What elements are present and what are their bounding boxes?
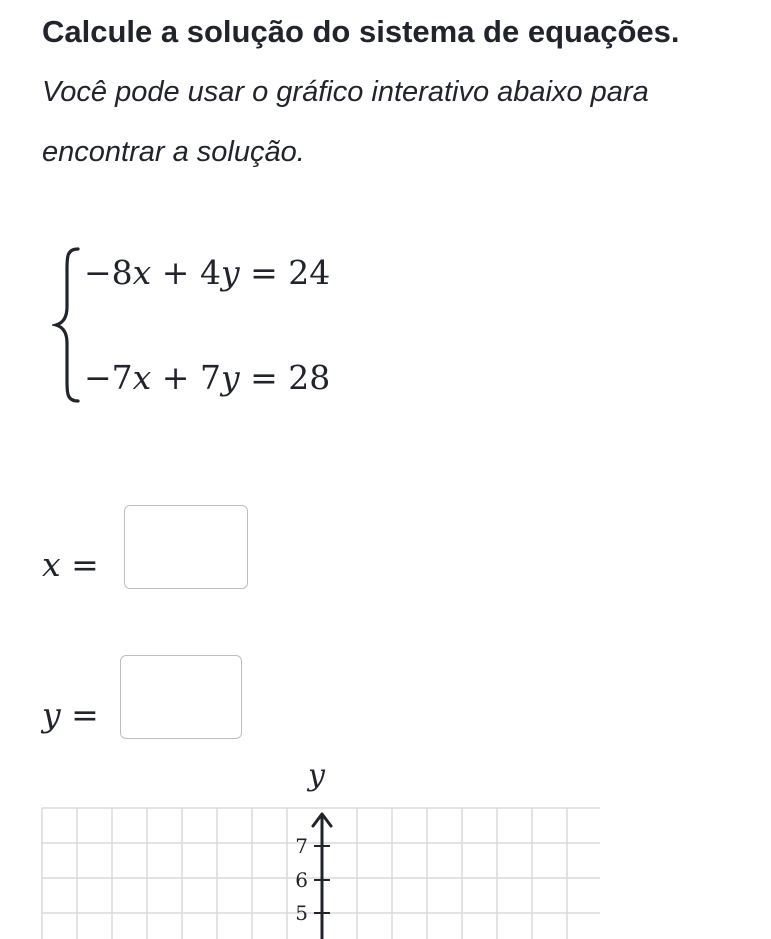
eq1-x-variable: x	[132, 253, 152, 292]
problem-instructions: Você pode usar o gráfico interativo abaixo para encontrar a solução.	[42, 76, 649, 168]
x-answer-label: x =	[42, 545, 99, 584]
y-tick-label: 5	[295, 901, 308, 925]
y-tick-label: 6	[295, 868, 308, 892]
y-axis-label: y	[308, 758, 325, 793]
eq2-y-coefficient: 7	[199, 358, 221, 397]
eq1-x-coefficient: −8	[84, 253, 133, 292]
left-brace-icon	[52, 245, 84, 405]
eq2-plus: +	[161, 358, 190, 397]
equation-2	[84, 358, 330, 398]
eq1-y-coefficient: 4	[199, 253, 221, 292]
eq1-y-variable: y	[220, 253, 240, 292]
eq2-x-coefficient: −7	[84, 358, 133, 397]
eq1-equals: =	[250, 253, 278, 292]
eq2-y-variable: y	[220, 358, 240, 397]
eq2-equals: =	[250, 358, 278, 397]
interactive-graph[interactable]	[0, 800, 771, 939]
y-tick-label: 7	[295, 834, 308, 858]
eq2-x-variable: x	[132, 358, 152, 397]
eq1-plus: +	[161, 253, 190, 292]
eq1-rhs: 24	[288, 253, 331, 292]
x-answer-input[interactable]	[124, 505, 248, 589]
y-answer-input[interactable]	[120, 655, 242, 739]
eq2-rhs: 28	[288, 358, 331, 397]
equation-1	[84, 253, 330, 293]
y-answer-label: y =	[42, 695, 99, 734]
problem-title: Calcule a solução do sistema de equações.	[42, 14, 680, 49]
